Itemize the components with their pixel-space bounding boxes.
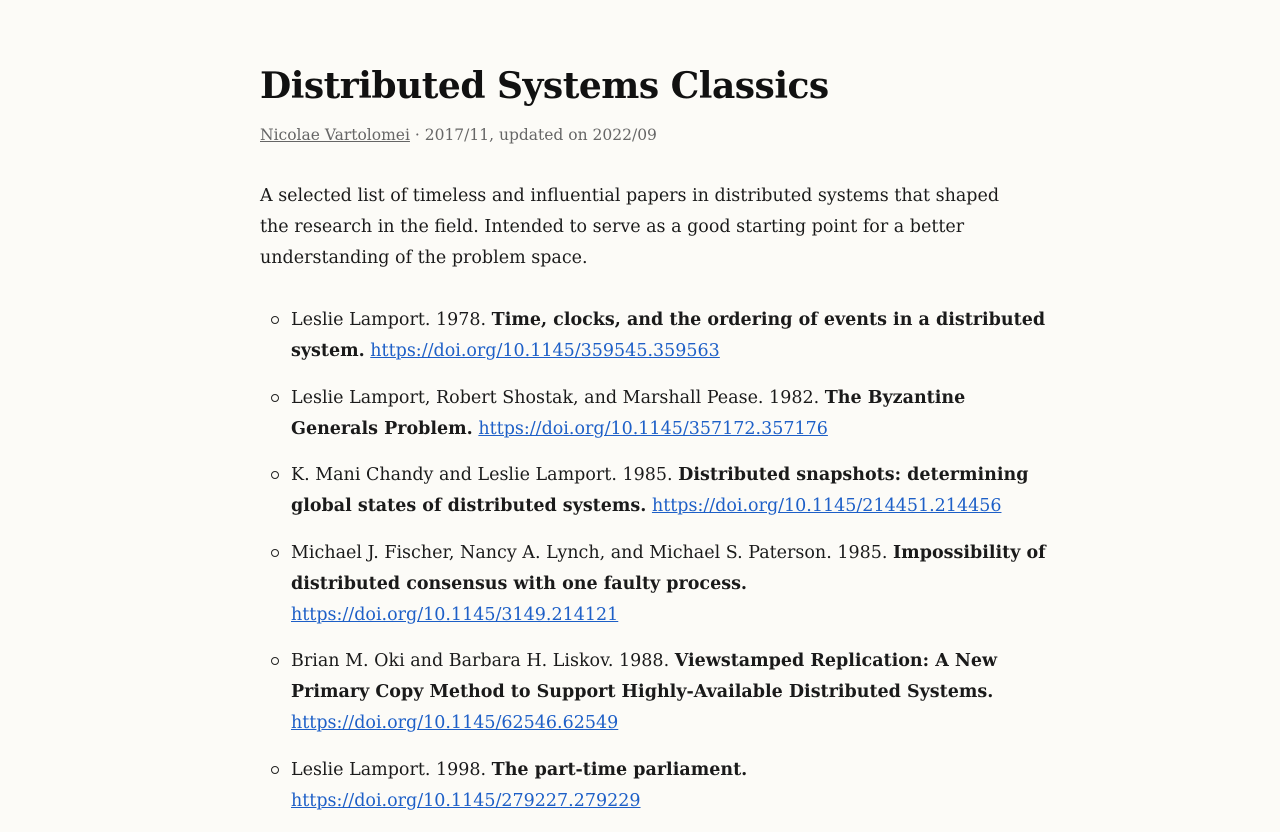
paper-title: Distributed snapshots: determining global states of distributed systems. [291, 465, 1029, 516]
doi-link[interactable]: https://doi.org/10.1145/279227.279229 [291, 790, 641, 811]
doi-link[interactable]: https://doi.org/10.1145/214451.214456 [651, 496, 1002, 516]
paper-title: The part-time parliament. [491, 759, 748, 780]
paper-authors: Leslie Lamport. 1978. [291, 310, 487, 330]
paper-title: Viewstamped Replication: A New Primary Copy Method to Support Highly-Available Distributed Systems. [291, 651, 998, 702]
doi-link[interactable]: https://doi.org/10.1145/357172.357176 [478, 418, 828, 439]
page-title: Distributed Systems Classics [260, 65, 829, 107]
doi-link[interactable]: https://doi.org/10.1145/359545.359563 [370, 341, 720, 361]
doi-link[interactable]: https://doi.org/10.1145/62546.62549 [291, 713, 619, 733]
paper-item [291, 646, 1051, 739]
paper-authors: Leslie Lamport, Robert Shostak, and Marshall Pease. 1982. [291, 387, 820, 408]
paper-title: Impossibility of distributed consensus with one faulty process. [291, 542, 1046, 594]
author-link[interactable]: Nicolae Vartolomei [260, 126, 410, 144]
intro-paragraph: A selected list of timeless and influential papers in distributed systems that shaped the research in the field. Intended to serve as a good starting point for a better understanding of the problem space. [260, 186, 1000, 268]
doi-link[interactable]: https://doi.org/10.1145/3149.214121 [291, 604, 619, 625]
article-meta [260, 124, 657, 146]
paper-authors: Leslie Lamport. 1998. [291, 759, 487, 780]
paper-authors: Brian M. Oki and Barbara H. Liskov. 1988. [291, 651, 670, 671]
paper-authors: Michael J. Fischer, Nancy A. Lynch, and Michael S. Paterson. 1985. [291, 542, 888, 563]
paper-title: Time, clocks, and the ordering of events in a distributed system. [291, 310, 1046, 361]
paper-item [291, 755, 1051, 817]
paper-item [291, 538, 1051, 631]
paper-item [291, 305, 1051, 367]
paper-title: The Byzantine Generals Problem. [291, 387, 966, 439]
paper-item [291, 383, 1051, 445]
publish-date: · 2017/11, updated on 2022/09 [409, 126, 657, 144]
paper-item [291, 460, 1051, 522]
paper-authors: K. Mani Chandy and Leslie Lamport. 1985. [291, 465, 673, 485]
paper-list [260, 305, 1051, 832]
